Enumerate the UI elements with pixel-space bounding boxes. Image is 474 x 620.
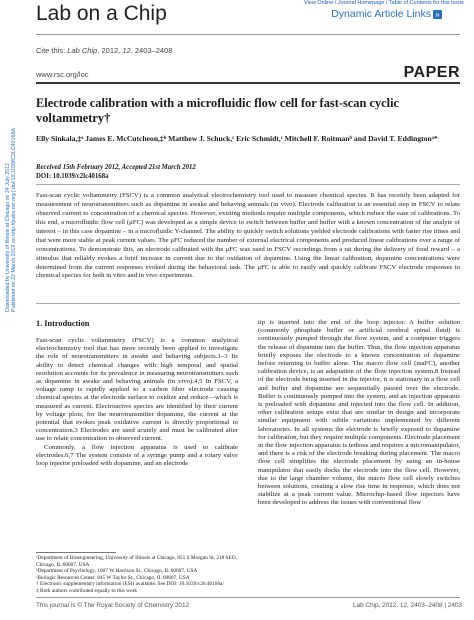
footnote-equal-contribution: ‡ Both authors contributed equally to this work: [36, 587, 138, 594]
author-list: Elly Sinkala,‡ᵃ James E. McCutcheon,‡ᵇ Matthew J. Schuck,ᶜ Eric Schmidt,ᶜ Mitchell F. Roitmanᵇ and David T. Eddingtonᵃ*: [36, 134, 438, 143]
footnote-esi[interactable]: † Electronic supplementary information (ESI) available. See DOI: 10.1039/c2lc40168a/: [36, 581, 224, 587]
footnote-affiliation-a: ᵃDepartment of Bioengineering, University of Illinois at Chicago, 851 S Morgan St, 218 SEO, Chicago, IL 60607, USA: [36, 555, 237, 568]
side-note-published[interactable]: Published on 22 March 2012 on http://pubs.rsc.org | doi:10.1039/C2LC40168A: [11, 128, 17, 312]
article-type-rule: [36, 82, 460, 84]
journal-navigation-links[interactable]: View Online / Journal Homepage / Table of Contents for this issue: [304, 0, 464, 6]
article-title: Electrode calibration with a microfluidic flow cell for fast-scan cyclic voltammetry†: [36, 96, 400, 125]
footnotes: [36, 555, 241, 594]
footer-divider: [36, 597, 460, 598]
dynamic-article-links[interactable]: [331, 8, 442, 20]
received-dates: Received 15th February 2012, Accepted 21st March 2012: [36, 164, 196, 171]
article-type-label: PAPER: [403, 64, 460, 81]
abstract-text: Fast-scan cyclic voltammetry (FSCV) is a common analytical electrochemistry tool used to measure chemical species. It has recently been adapted for measurement of neurotransmitters such as dopamine in awake and behaving animals (in vivo). Electrode calibration is an essential step in FSCV to relate observed current to concentration of a chemical species. However, existing methods require multiple components, which reduce the ease of calibrations. To this end, a microfluidic flow cell (μFC) was developed as a simple device to switch between buffer and buffer with a known concentration of the analyte of interest – in this case dopamine – in a microfluidic Y-channel. The ability to quickly switch solutions yielded electrode calibrations with faster rise times and that were more stable at peak current values. The μFC reduced the number of external electrical components and produced linear calibrations over a range of concentrations. To demonstrate this, an electrode calibrated with the μFC was used in FSCV recordings from a rat during the delivery of food reward – a stimulus that reliably evokes a brief increase in current due to the oxidation of dopamine. Using the linear calibration, dopamine concentrations were determined from the current responses evoked during the behavioral task. The μFC is able to easily and quickly calibrate FSCV electrode responses to chemical species for both in vitro and in vivo experiments.: [36, 192, 460, 280]
dynamic-article-links-label[interactable]: Dynamic Article Links: [331, 8, 431, 20]
journal-url[interactable]: www.rsc.org/loc: [36, 70, 89, 79]
download-side-note: [5, 128, 17, 312]
citation-pages: , 2403–2408: [130, 46, 173, 55]
abstract-bottom-rule: [36, 303, 460, 304]
footer-page-info: Lab Chip, 2012, 12, 2403–2408 | 2403: [353, 602, 462, 609]
citation-journal: Lab Chip: [67, 46, 98, 55]
footer-copyright: This journal is © The Royal Society of Chemistry 2012: [36, 602, 190, 609]
journal-title: Lab on a Chip: [36, 2, 167, 25]
footnote-affiliation-b: ᵇDepartment of Psychology, 1007 W Harrison St., Chicago, IL 60607, USA: [36, 568, 198, 574]
citation-line: [36, 46, 172, 55]
citation-prefix: Cite this:: [36, 46, 66, 55]
footnote-affiliation-c: ᶜBiologic Resources Center, 845 W Taylor St., Chicago, IL 60607, USA: [36, 574, 190, 581]
intro-paragraph-continued: tip is inserted into the end of the loop injector. A buffer solution (commonly phosphate buffer or artificial cerebral spinal fluid) is continuously pumped through the flow system, and a computer triggers the release of dopamine into the buffer. Thus, the flow injection apparatus briefly exposes the electrode to a known concentration of dopamine before returning to buffer alone. The macro flow cell (maFC), another calibration device, is an adaptation of the flow injection system.8 Instead of the electrode being inserted in the injector, it is stationary in a flow cell and buffer and dopamine are sequentially passed over the electrode. Buffer is continuously pumped into the system, and an injection apparatus is preloaded with dopamine and injected into the flow cell. In addition, other calibration setups exist that are similar in design and incorporate similar equipment with subtle variations implemented by different laboratories. In all systems the electrode is briefly exposed to dopamine for calibration, but they require multiple components. Electrode placement in the flow injection apparatus is tedious and requires a micromanipulator, and there is a risk of the electrode breaking during placement. The macro flow cell simplifies the electrode placement by using an in-house manipulator that easily docks the electrode into the flow cell. However, due to the large chamber volume, the macro flow cell slowly switches between solutions, creating a slow rise time in response, which does not stabilize at a peak current value. Microchip-based flow injectors have been developed to address the issues with conventional flow: [258, 319, 460, 507]
article-doi[interactable]: DOI: 10.1039/c2lc40168a: [36, 173, 109, 180]
citation-volume: 12: [122, 46, 131, 55]
chevron-right-icon[interactable]: »: [433, 10, 442, 19]
header-divider: [36, 34, 460, 35]
section-heading-introduction: 1. Introduction: [36, 319, 90, 328]
intro-paragraph-2: Commonly, a flow injection apparatus is used to calibrate electrodes.6,7 The system consists of a syringe pump and a rotary valve loop injector preloaded with dopamine, and an electrode: [36, 443, 238, 468]
right-column: [258, 319, 460, 508]
footnote-rule: [36, 552, 116, 553]
citation-year: , 2012,: [97, 46, 123, 55]
left-column: [36, 337, 238, 468]
abstract-top-rule: [36, 184, 460, 185]
side-note-download: Downloaded by University of Illinois at Chicago on 24 July 2012: [5, 163, 11, 312]
intro-paragraph-1: Fast-scan cyclic voltammetry (FSCV) is a common analytical electrochemistry tool that has more recently been applied to investigate the role of neurotransmitters in awake and behaving subjects.1–3 Its ability to detect chemical changes with high temporal and spatial resolution accounts for its prevalence in measuring neurotransmitters such as dopamine in awake and behaving animals (in vivo).4,5 In FSCV, a voltage ramp is rapidly applied to a carbon fiber electrode causing chemical species at the electrode surface to oxidize and reduce—which is measured as current. Electroactive species are identified by their current by voltage plots; for the neurotransmitter dopamine, the current at the potential that evokes peak oxidative current is directly proportional to concentration.3 Electrodes are used acutely and must be calibrated after use to relate concentration to observed current.: [36, 337, 238, 443]
